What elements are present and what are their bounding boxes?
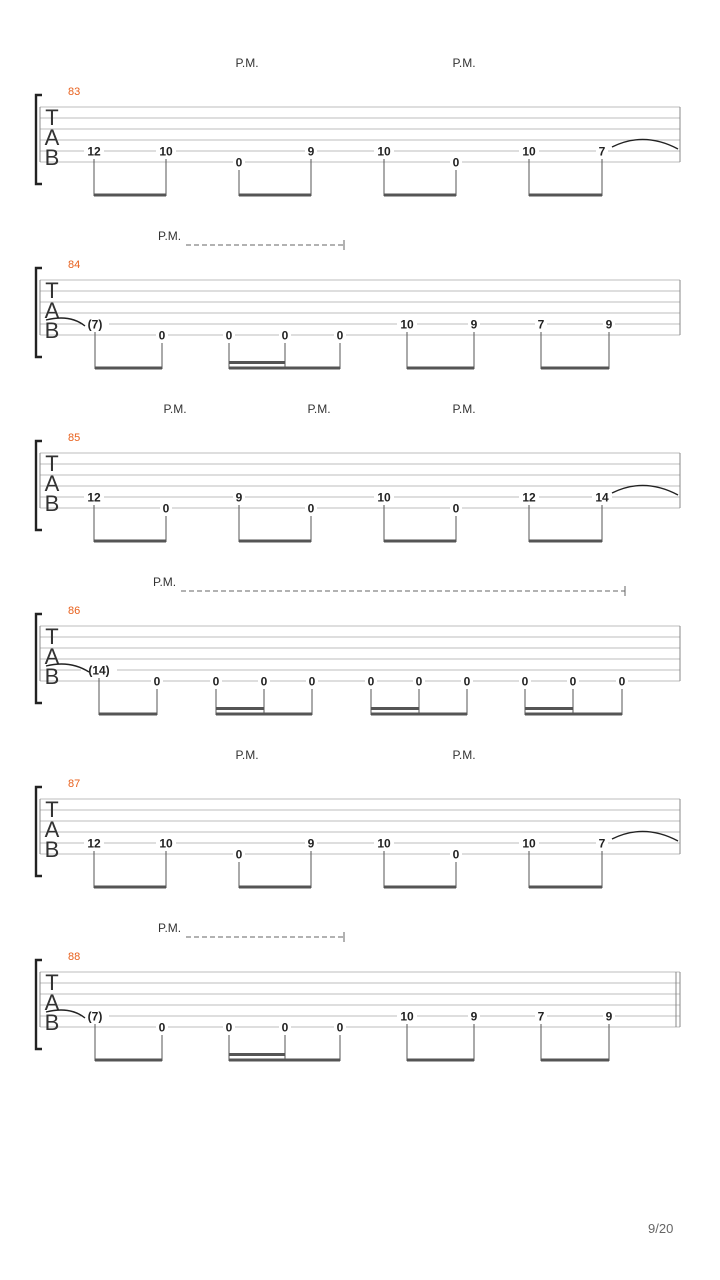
fret-number: 0 — [336, 328, 344, 343]
tab-clef-letter-a: A — [44, 471, 60, 496]
fret-number: 0 — [225, 328, 233, 343]
fret-number: 10 — [159, 144, 173, 159]
fret-number: 9 — [307, 144, 315, 159]
fret-number: 9 — [605, 317, 613, 332]
beam-secondary — [229, 361, 285, 364]
fret-number: 9 — [470, 1009, 478, 1024]
palm-mute-label: P.M. — [452, 402, 476, 416]
fret-number: 10 — [522, 144, 536, 159]
measure-number: 87 — [68, 778, 81, 790]
beam-secondary — [229, 1053, 285, 1056]
fret-number: (7) — [87, 1009, 103, 1024]
beam — [95, 367, 162, 370]
fret-number: 10 — [377, 144, 391, 159]
palm-mute-label: P.M. — [158, 229, 182, 243]
fret-number: 0 — [367, 674, 375, 689]
fret-number: 10 — [377, 836, 391, 851]
measure-number: 85 — [68, 432, 81, 444]
tab-clef-letter-t: T — [45, 105, 59, 130]
fret-number: 10 — [522, 836, 536, 851]
fret-number: (7) — [87, 317, 103, 332]
beam — [95, 1059, 162, 1062]
beam — [384, 886, 456, 889]
tab-clef-letter-t: T — [45, 624, 59, 649]
fret-number: 10 — [400, 1009, 414, 1024]
fret-number: 0 — [235, 847, 243, 862]
fret-number: 10 — [377, 490, 391, 505]
tab-clef-letter-a: A — [44, 644, 60, 669]
tab-clef-letter-b: B — [44, 837, 60, 862]
palm-mute-label: P.M. — [307, 402, 331, 416]
beam — [384, 194, 456, 197]
fret-number: 0 — [162, 501, 170, 516]
fret-number: 10 — [159, 836, 173, 851]
tab-clef-letter-t: T — [45, 970, 59, 995]
beam — [529, 540, 602, 543]
beam — [541, 1059, 609, 1062]
fret-number: 0 — [212, 674, 220, 689]
palm-mute-label: P.M. — [235, 748, 259, 762]
fret-number: 9 — [605, 1009, 613, 1024]
beam-secondary — [525, 707, 573, 710]
beam — [371, 713, 467, 716]
beam — [384, 540, 456, 543]
beam — [239, 194, 311, 197]
fret-number: 7 — [598, 144, 606, 159]
fret-number: (14) — [88, 663, 110, 678]
palm-mute-label: P.M. — [153, 575, 177, 589]
beam — [541, 367, 609, 370]
fret-number: 0 — [452, 847, 460, 862]
tab-clef-letter-t: T — [45, 451, 59, 476]
fret-number: 0 — [307, 501, 315, 516]
fret-number: 9 — [470, 317, 478, 332]
beam — [94, 886, 166, 889]
beam — [239, 540, 311, 543]
fret-number: 0 — [158, 1020, 166, 1035]
measure-number: 83 — [68, 86, 81, 98]
beam — [407, 1059, 474, 1062]
measure-number: 88 — [68, 951, 81, 963]
tab-clef-letter-t: T — [45, 278, 59, 303]
fret-number: 0 — [153, 674, 161, 689]
palm-mute-label: P.M. — [158, 921, 182, 935]
fret-number: 0 — [281, 328, 289, 343]
beam — [229, 1059, 340, 1062]
fret-number: 7 — [598, 836, 606, 851]
fret-number: 14 — [595, 490, 609, 505]
fret-number: 0 — [569, 674, 577, 689]
fret-number: 12 — [87, 144, 101, 159]
tab-clef-letter-a: A — [44, 298, 60, 323]
fret-number: 0 — [308, 674, 316, 689]
tab-clef-letter-a: A — [44, 817, 60, 842]
tab-clef-letter-b: B — [44, 664, 60, 689]
fret-number: 7 — [537, 1009, 545, 1024]
fret-number: 12 — [87, 836, 101, 851]
fret-number: 0 — [235, 155, 243, 170]
beam — [239, 886, 311, 889]
tab-clef-letter-b: B — [44, 318, 60, 343]
tab-clef-letter-t: T — [45, 797, 59, 822]
beam-secondary — [371, 707, 419, 710]
tie-arc — [612, 485, 678, 495]
fret-number: 0 — [521, 674, 529, 689]
fret-number: 9 — [235, 490, 243, 505]
tab-clef-letter-b: B — [44, 1010, 60, 1035]
tie-arc — [612, 831, 678, 841]
palm-mute-label: P.M. — [452, 56, 476, 70]
beam — [407, 367, 474, 370]
fret-number: 0 — [158, 328, 166, 343]
tab-clef-letter-a: A — [44, 125, 60, 150]
beam — [99, 713, 157, 716]
fret-number: 0 — [452, 501, 460, 516]
beam — [529, 194, 602, 197]
fret-number: 0 — [225, 1020, 233, 1035]
beam — [529, 886, 602, 889]
palm-mute-label: P.M. — [452, 748, 476, 762]
beam — [525, 713, 622, 716]
beam — [229, 367, 340, 370]
beam — [94, 194, 166, 197]
fret-number: 7 — [537, 317, 545, 332]
tab-clef-letter-b: B — [44, 491, 60, 516]
fret-number: 0 — [618, 674, 626, 689]
tie-arc — [612, 139, 678, 149]
fret-number: 0 — [336, 1020, 344, 1035]
palm-mute-label: P.M. — [163, 402, 187, 416]
fret-number: 10 — [400, 317, 414, 332]
beam — [216, 713, 312, 716]
tab-clef-letter-b: B — [44, 145, 60, 170]
fret-number: 0 — [281, 1020, 289, 1035]
beam-secondary — [216, 707, 264, 710]
palm-mute-label: P.M. — [235, 56, 259, 70]
fret-number: 0 — [452, 155, 460, 170]
beam — [94, 540, 166, 543]
fret-number: 12 — [87, 490, 101, 505]
fret-number: 12 — [522, 490, 536, 505]
fret-number: 0 — [260, 674, 268, 689]
tab-clef-letter-a: A — [44, 990, 60, 1015]
page-number: 9/20 — [648, 1221, 674, 1236]
measure-number: 86 — [68, 605, 81, 617]
fret-number: 9 — [307, 836, 315, 851]
fret-number: 0 — [463, 674, 471, 689]
measure-number: 84 — [68, 259, 81, 271]
fret-number: 0 — [415, 674, 423, 689]
